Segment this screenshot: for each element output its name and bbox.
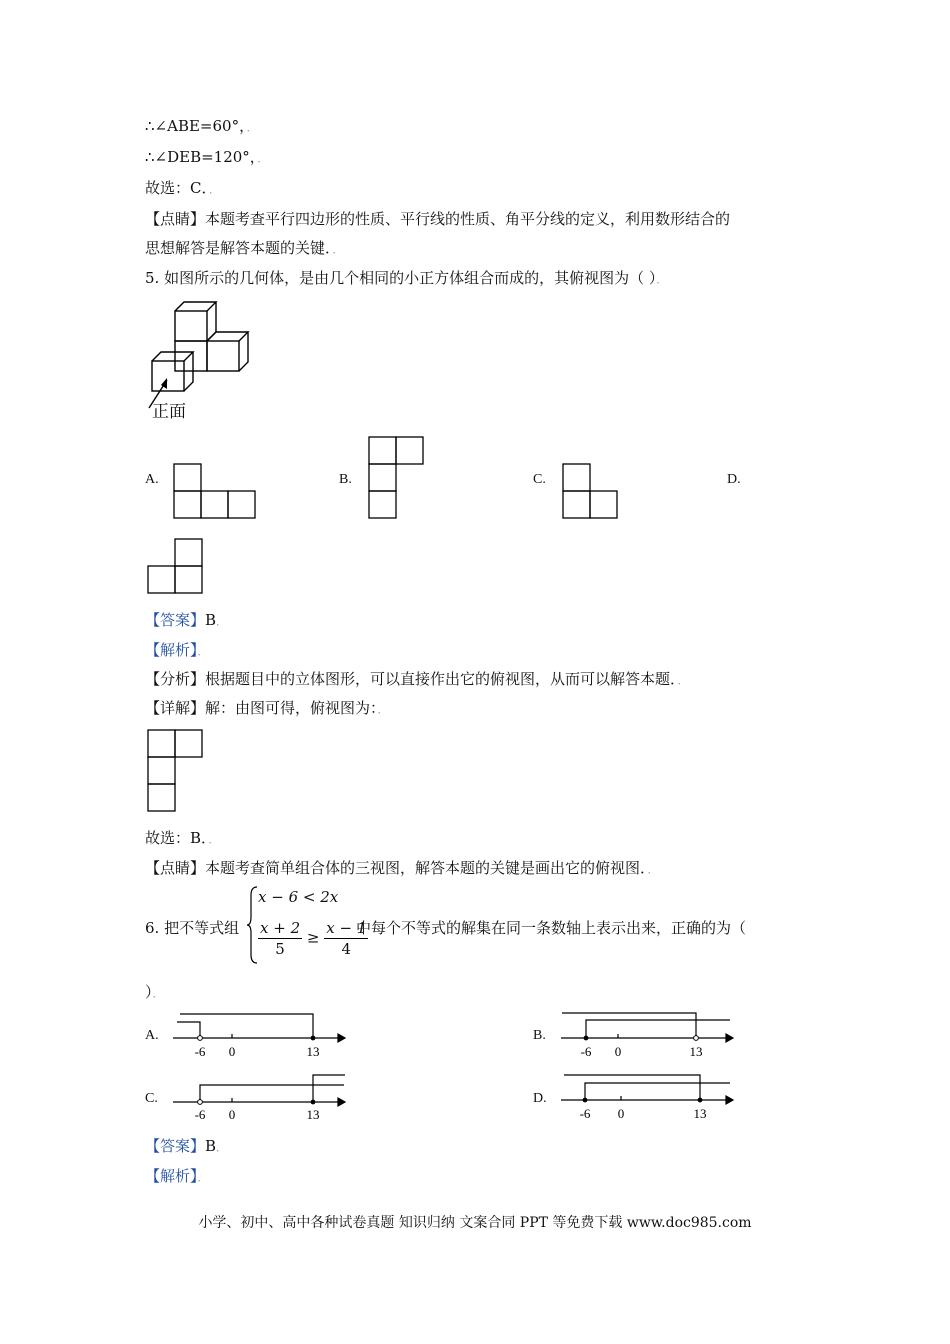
question-6-suffix: 中每个不等式的解集在同一条数轴上表示出来，正确的为（ [356,919,747,937]
frac-left: $\frac{x + 2}{5}$ [260,919,301,958]
option-d-label: D. [727,472,741,487]
tick-label-neg6: -6 [580,1044,592,1059]
option-c-label: C. [533,472,546,487]
fenxi-5: 【分析】根据题目中的立体图形，可以直接作出它的俯视图，从而可以解答本题．． [145,670,689,688]
answer-6: 【答案】B． [145,1137,228,1155]
nl-option-d-label: D. [533,1091,547,1106]
xiangjie-5: 【详解】解：由图可得，俯视图为：． [145,699,389,717]
tick-label-13: 13 [306,1044,320,1059]
inequality-2: $\frac{x + 2}{5}$ ≥ $\frac{x - 1}{4}$ [260,919,367,958]
numberline-d [558,1070,738,1126]
choose-5: 故选：B．． [145,829,220,847]
nl-option-a-label: A. [145,1028,159,1043]
dianjing-5: 【点睛】本题考查简单组合体的三视图，解答本题的关键是画出它的俯视图．． [145,859,659,877]
option-b-figure [368,436,426,521]
front-label: 正面 [152,402,186,422]
tick-label-0: 0 [614,1044,622,1059]
option-a-figure [173,463,258,521]
analysis-5: 【解析】． [145,641,209,659]
nl-option-b-label: B. [533,1028,546,1043]
tick-label-0: 0 [228,1044,236,1059]
tick-label-neg6: -6 [579,1106,591,1121]
numberline-c [170,1070,350,1126]
top-view-figure [147,729,205,814]
tick-label-13: 13 [693,1106,707,1121]
tick-label-13: 13 [306,1107,320,1122]
tick-label-neg6: -6 [194,1044,206,1059]
option-b-label: B. [339,472,352,487]
line-choose-c: 故选：C．． [145,179,220,197]
tick-label-neg6: -6 [194,1107,206,1122]
line-abe: ∴∠ABE=60°，． [145,117,258,135]
frac-right: $\frac{x - 1}{4}$ [326,919,367,958]
analysis-6: 【解析】． [145,1167,209,1185]
option-a-label: A. [145,472,159,487]
numberline-b [558,1008,738,1064]
nl-option-c-label: C. [145,1091,158,1106]
line-dianjing-4-cont: 思想解答是解答本题的关键．． [145,239,344,257]
tick-label-0: 0 [228,1107,236,1122]
inequality-1: x − 6 < 2x [258,888,339,906]
option-d-figure [147,538,205,596]
page-footer: 小学、初中、高中各种试卷真题 知识归纳 文案合同 PPT 等免费下载 www.doc985.com [198,1215,752,1231]
line-deb: ∴∠DEB=120°，． [145,148,269,166]
question-6-close: ）． [145,983,164,1001]
answer-5: 【答案】B． [145,611,228,629]
question-6-prefix: 6. 把不等式组 [145,919,240,937]
option-c-figure [562,463,622,521]
tick-label-13: 13 [689,1044,703,1059]
tick-label-0: 0 [617,1106,625,1121]
line-dianjing-4: 【点睛】本题考查平行四边形的性质、平行线的性质、角平分线的定义，利用数形结合的 [145,210,731,228]
numberline-a [170,1008,350,1064]
question-5: 5. 如图所示的几何体，是由几个相同的小正方体组合而成的，其俯视图为（ ）． [145,269,668,287]
